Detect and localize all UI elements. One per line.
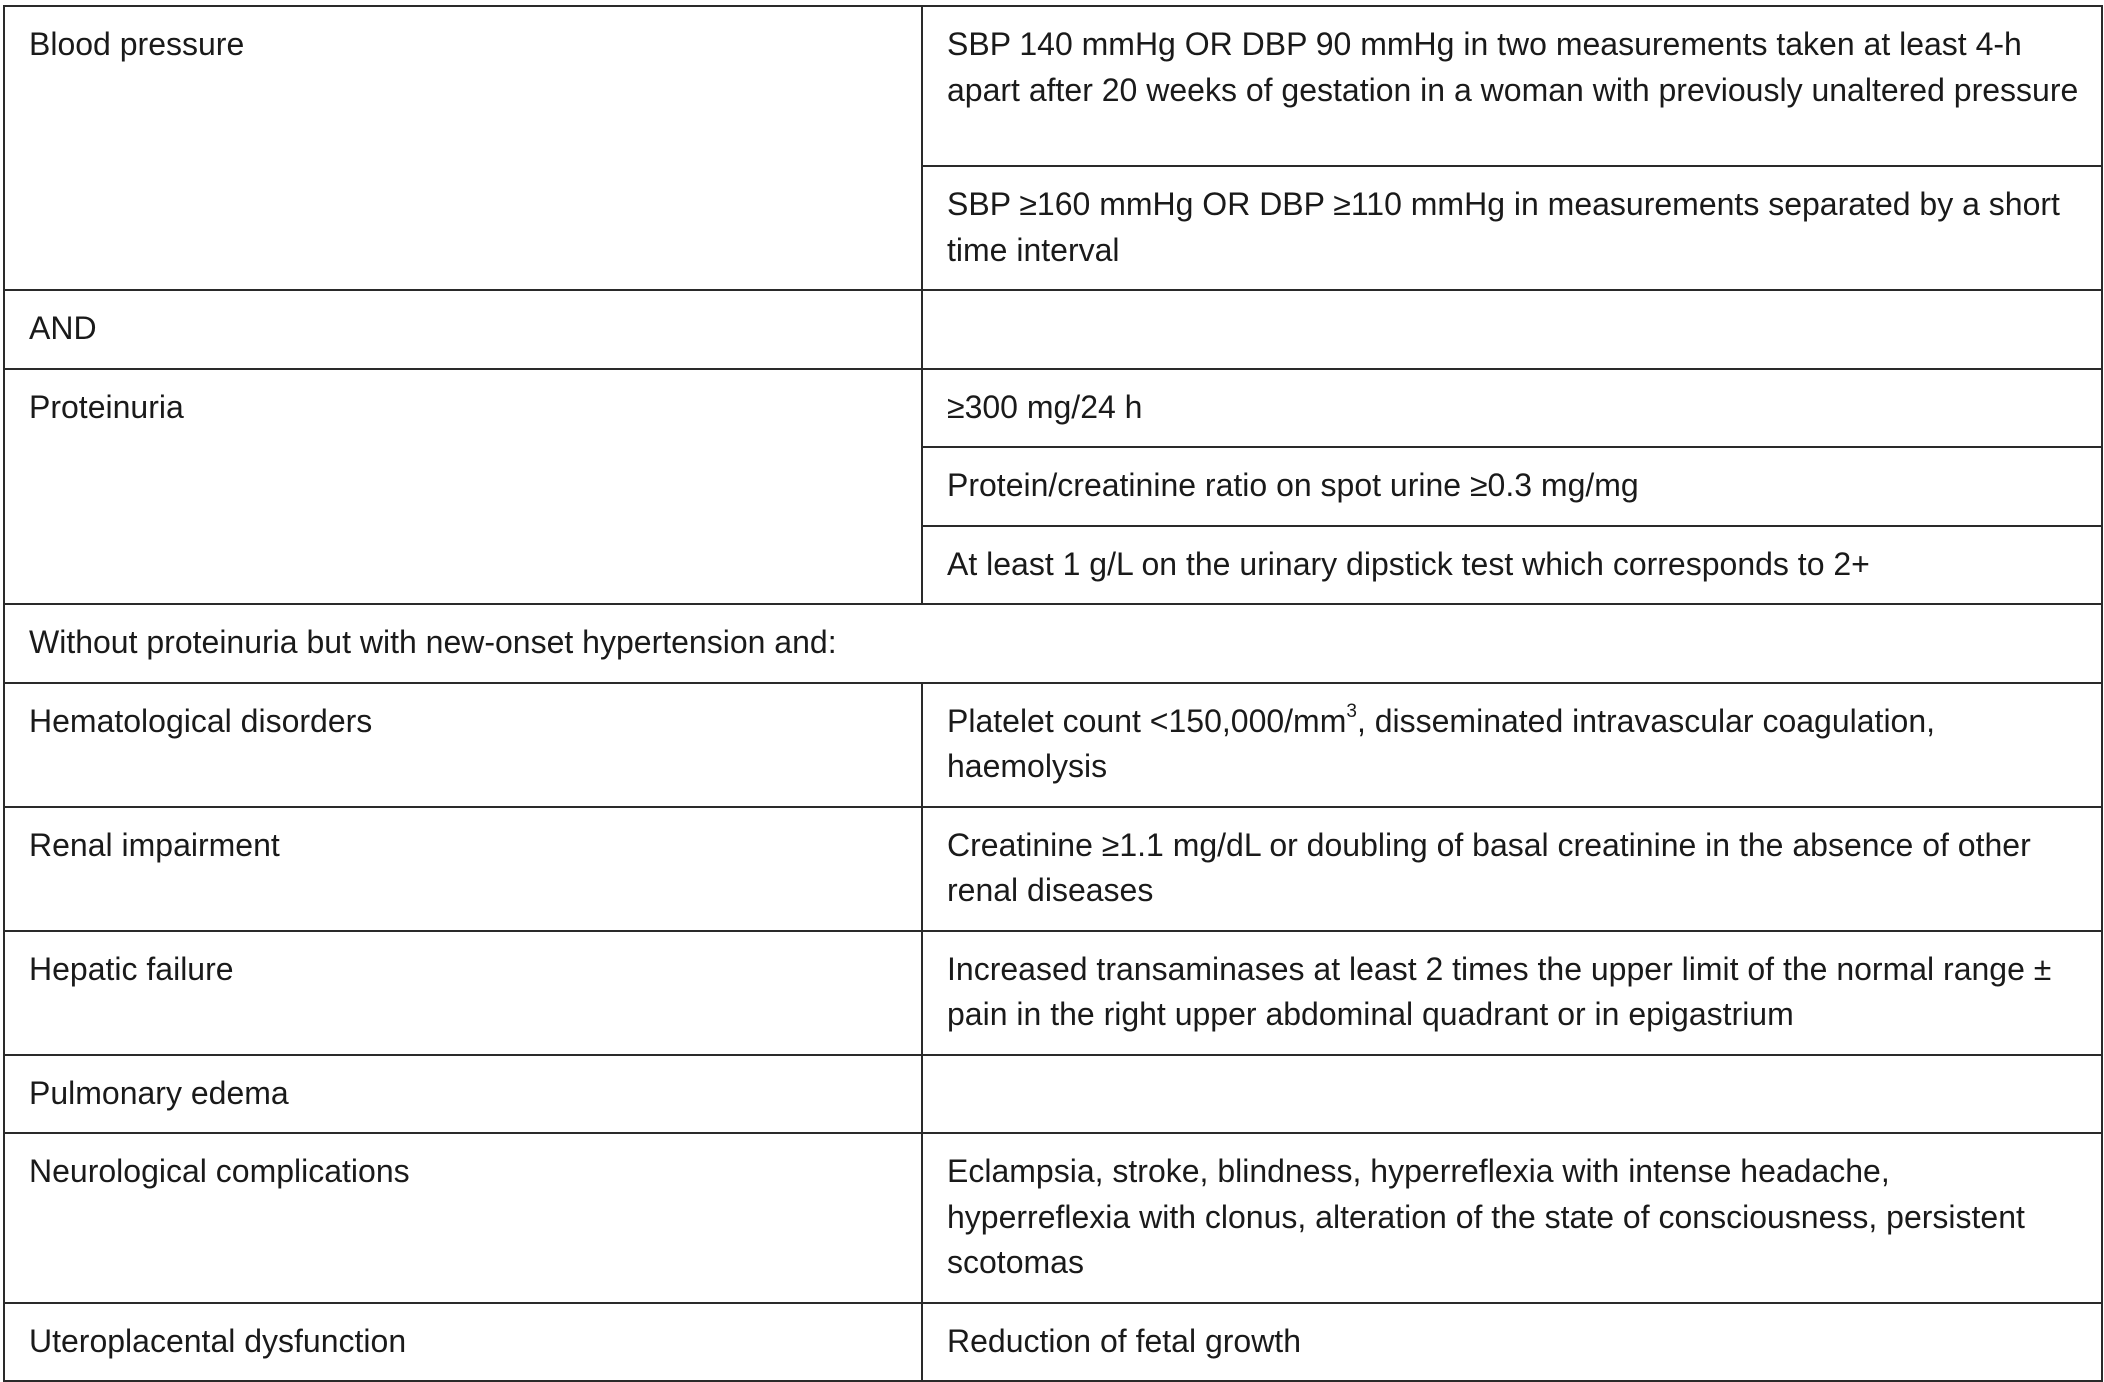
row-label: Proteinuria	[4, 369, 922, 605]
criterion-cell	[922, 683, 2102, 807]
criteria-table	[3, 5, 2103, 1382]
criterion-cell	[922, 1055, 2102, 1134]
table-row	[4, 6, 2102, 166]
superscript: 3	[1346, 700, 1357, 722]
row-label: Hepatic failure	[4, 931, 922, 1055]
table-row	[4, 1133, 2102, 1303]
row-label: AND	[4, 290, 922, 369]
section-heading: Without proteinuria but with new-onset hypertension and:	[4, 604, 2102, 683]
row-label: Uteroplacental dysfunction	[4, 1303, 922, 1382]
criterion-cell: At least 1 g/L on the urinary dipstick test which corresponds to 2+	[922, 526, 2102, 605]
criterion-cell: Protein/creatinine ratio on spot urine ≥0.3 mg/mg	[922, 447, 2102, 526]
table-row	[4, 604, 2102, 683]
criterion-cell: Increased transaminases at least 2 times the upper limit of the normal range ± pain in the right upper abdominal quadrant or in epigastrium	[922, 931, 2102, 1055]
criterion-cell: SBP 140 mmHg OR DBP 90 mmHg in two measurements taken at least 4-h apart after 20 weeks of gestation in a woman with previously unaltered pressure	[922, 6, 2102, 166]
table-row	[4, 369, 2102, 448]
table-row	[4, 931, 2102, 1055]
criterion-cell: Eclampsia, stroke, blindness, hyperreflexia with intense headache, hyperreflexia with clonus, alteration of the state of consciousness, persistent scotomas	[922, 1133, 2102, 1303]
criterion-cell	[922, 290, 2102, 369]
criterion-text: Platelet count <150,000/mm	[947, 702, 1347, 739]
criterion-text: , disseminated intravascular coagulation, haemolysis	[947, 702, 1936, 784]
row-label: Pulmonary edema	[4, 1055, 922, 1134]
criterion-cell: Reduction of fetal growth	[922, 1303, 2102, 1382]
row-label: Hematological disorders	[4, 683, 922, 807]
criterion-cell: SBP ≥160 mmHg OR DBP ≥110 mmHg in measurements separated by a short time interval	[922, 166, 2102, 290]
criterion-cell: Creatinine ≥1.1 mg/dL or doubling of basal creatinine in the absence of other renal diseases	[922, 807, 2102, 931]
table-row	[4, 807, 2102, 931]
row-label: Neurological complications	[4, 1133, 922, 1303]
table-row	[4, 1303, 2102, 1382]
table-row	[4, 683, 2102, 807]
table-row	[4, 1055, 2102, 1134]
table-row	[4, 290, 2102, 369]
row-label: Renal impairment	[4, 807, 922, 931]
criterion-cell: ≥300 mg/24 h	[922, 369, 2102, 448]
row-label: Blood pressure	[4, 6, 922, 290]
